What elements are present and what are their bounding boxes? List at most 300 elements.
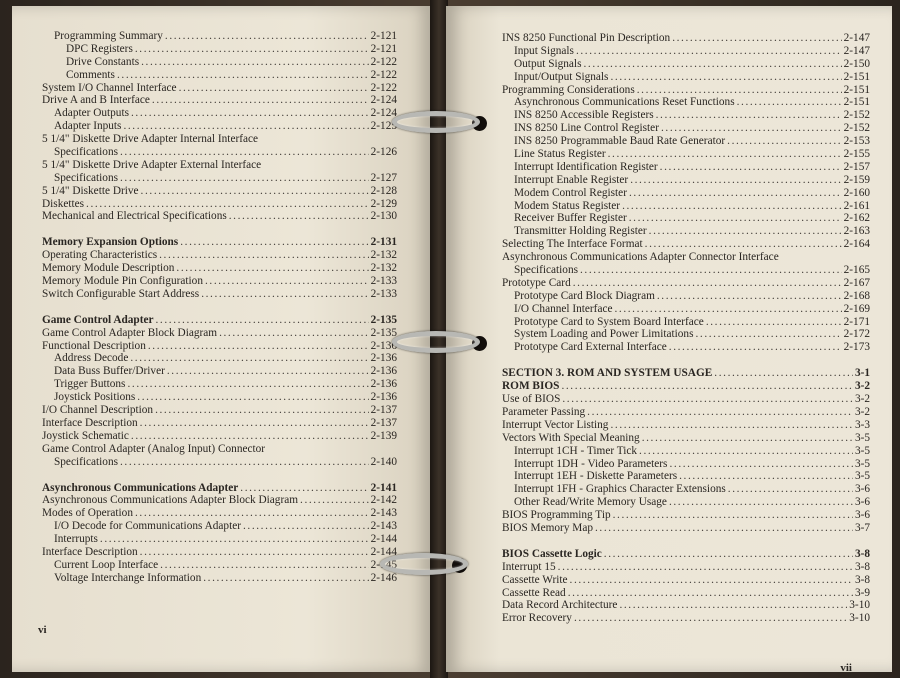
toc-entry-page: 2-125	[370, 120, 397, 133]
toc-dot-leader	[574, 612, 847, 625]
toc-entry-transmitter-holding-register	[502, 225, 870, 238]
toc-entry-title: SECTION 3. ROM AND SYSTEM USAGE	[502, 367, 713, 380]
toc-dot-leader	[135, 43, 369, 56]
toc-entry-system-loading-and-power-limitations	[502, 328, 870, 341]
toc-dot-leader	[180, 236, 368, 249]
toc-entry-page: 2-157	[843, 160, 870, 173]
toc-entry-page: 2-151	[843, 83, 870, 96]
toc-dot-leader	[630, 174, 841, 187]
toc-entry-title: I/O Channel Interface	[514, 302, 613, 315]
toc-dot-leader	[203, 572, 368, 585]
toc-entry-title: Asynchronous Communications Reset Functions	[514, 96, 735, 109]
toc-entry-page: 3-8	[854, 560, 870, 573]
toc-entry-title: Parameter Passing	[502, 405, 586, 418]
toc-entry-current-loop-interface	[42, 559, 397, 572]
toc-entry-bios-cassette-logic	[502, 548, 870, 561]
toc-dot-leader	[714, 367, 853, 380]
toc-entry-modem-control-register	[502, 187, 870, 200]
toc-entry-ins-8250-accessible-registers	[502, 109, 870, 122]
toc-entry-title: Voltage Interchange Information	[54, 571, 202, 584]
toc-entry-title: Game Control Adapter Block Diagram	[42, 326, 218, 339]
toc-entry-page: 2-136	[370, 378, 397, 391]
toc-entry-title: Output Signals	[514, 57, 582, 70]
toc-entry-title: Interrupt 1CH - Timer Tick	[514, 444, 638, 457]
toc-entry-title: Prototype Card	[502, 276, 571, 289]
toc-entry-5-1-4-diskette-drive-adapter-external-interface	[42, 159, 397, 172]
toc-entry-page: 3-8	[854, 573, 870, 586]
toc-entry-page: 2-153	[843, 135, 870, 148]
toc-entry-page: 2-133	[370, 287, 397, 300]
toc-entry-title: Drive Constants	[66, 55, 140, 68]
toc-entry-page: 2-132	[370, 262, 397, 275]
toc-entry-title: ROM BIOS	[502, 380, 560, 393]
toc-entry-title: INS 8250 Functional Pin Description	[502, 32, 671, 44]
toc-entry-vectors-with-special-meaning	[502, 432, 870, 445]
toc-entry-title: Diskettes	[42, 197, 85, 210]
toc-dot-leader	[669, 458, 852, 471]
toc-dot-leader	[645, 238, 842, 251]
toc-dot-leader	[240, 482, 368, 495]
toc-entry-title: INS 8250 Programmable Baud Rate Generator	[514, 135, 726, 148]
toc-entry-page: 2-172	[843, 328, 870, 341]
toc-dot-leader	[130, 352, 368, 365]
left-page-number: vi	[38, 624, 47, 636]
toc-entry-title: INS 8250 Line Control Register	[514, 122, 659, 135]
toc-dot-leader	[131, 430, 369, 443]
toc-entry-interrupt-vector-listing	[502, 419, 870, 432]
toc-entry-page: 2-132	[370, 249, 397, 262]
toc-dot-leader	[657, 290, 842, 303]
toc-entry-title: Trigger Buttons	[54, 378, 126, 391]
toc-dot-leader	[201, 288, 368, 301]
toc-entry-title: Cassette Read	[502, 586, 566, 599]
toc-dot-leader	[219, 327, 369, 340]
toc-entry-title: 5 1/4" Diskette Drive	[42, 184, 139, 197]
toc-dot-leader	[155, 404, 369, 417]
toc-dot-leader	[656, 109, 842, 122]
toc-entry-page: 3-5	[854, 470, 870, 483]
toc-entry-title: Memory Module Pin Configuration	[42, 275, 203, 288]
toc-entry-page: 3-7	[854, 521, 870, 534]
toc-entry-page: 2-147	[843, 44, 870, 57]
toc-dot-leader	[639, 445, 853, 458]
toc-entry-page: 2-141	[370, 481, 397, 494]
toc-entry-modem-status-register	[502, 200, 870, 213]
toc-entry-title: Data Record Architecture	[502, 599, 618, 612]
toc-entry-title: Interrupt Vector Listing	[502, 418, 609, 431]
binder-ring-top	[392, 111, 480, 133]
toc-entry-title: Input/Output Signals	[514, 70, 609, 83]
toc-dot-leader	[141, 185, 369, 198]
toc-entry-interrupt-1dh-video-parameters	[502, 458, 870, 471]
toc-entry-title: Prototype Card Block Diagram	[514, 289, 655, 302]
toc-entry-title: Line Status Register	[514, 148, 606, 161]
toc-entry-page: 2-171	[843, 315, 870, 328]
toc-entry-asynchronous-communications-reset-functions	[502, 96, 870, 109]
toc-dot-leader	[669, 496, 853, 509]
toc-entry-page: 2-160	[843, 186, 870, 199]
toc-entry-page: 2-129	[370, 197, 397, 210]
toc-entry-voltage-interchange-information	[42, 572, 397, 585]
toc-entry-title: Operating Characteristics	[42, 249, 158, 262]
toc-entry-page: 2-127	[370, 171, 397, 184]
toc-entry-page: 2-143	[370, 507, 397, 520]
toc-entry-title: Functional Description	[42, 339, 146, 352]
toc-dot-leader	[622, 200, 842, 213]
toc-entry-i-o-channel-interface	[502, 303, 870, 316]
toc-entry-title: Switch Configurable Start Address	[42, 287, 200, 300]
toc-dot-leader	[583, 58, 841, 71]
toc-entry-specifications	[42, 146, 397, 159]
toc-entry-title: System Loading and Power Limitations	[514, 328, 694, 341]
toc-entry-asynchronous-communications-adapter-block-diagram	[42, 494, 397, 507]
toc-dot-leader	[587, 406, 853, 419]
toc-dot-leader	[613, 509, 853, 522]
toc-dot-leader	[156, 314, 369, 327]
toc-entry-page: 2-122	[370, 55, 397, 68]
toc-entry-output-signals	[502, 58, 870, 71]
toc-entry-title: Specifications	[54, 171, 118, 184]
toc-entry-adapter-inputs	[42, 120, 397, 133]
toc-entry-cassette-read	[502, 587, 870, 600]
toc-entry-title: Current Loop Interface	[54, 558, 159, 571]
toc-entry-page: 3-2	[854, 405, 870, 418]
toc-entry-drive-constants	[42, 56, 397, 69]
toc-entry-page: 2-155	[843, 148, 870, 161]
toc-entry-input-signals	[502, 45, 870, 58]
toc-entry-interface-description	[42, 546, 397, 559]
toc-entry-title: Mechanical and Electrical Specifications	[42, 210, 227, 223]
toc-entry-title: Modem Control Register	[514, 186, 627, 199]
toc-entry-dpc-registers	[42, 43, 397, 56]
toc-entry-page: 2-136	[370, 339, 397, 352]
toc-entry-joystick-schematic	[42, 430, 397, 443]
toc-dot-leader	[159, 249, 369, 262]
toc-entry-modes-of-operation	[42, 507, 397, 520]
toc-dot-leader	[179, 82, 369, 95]
toc-entry-title: INS 8250 Accessible Registers	[514, 109, 654, 122]
toc-entry-memory-module-description	[42, 262, 397, 275]
toc-entry-programming-summary	[42, 30, 397, 43]
toc-dot-leader	[148, 340, 369, 353]
toc-entry-page: 2-152	[843, 109, 870, 122]
toc-entry-page: 2-161	[843, 199, 870, 212]
toc-entry-title: BIOS Memory Map	[502, 521, 593, 534]
toc-dot-leader	[243, 520, 369, 533]
left-page	[12, 6, 432, 672]
toc-dot-leader	[619, 599, 847, 612]
toc-dot-leader	[135, 507, 369, 520]
toc-entry-interrupt-15	[502, 561, 870, 574]
toc-entry-system-i-o-channel-interface	[42, 82, 397, 95]
toc-entry-page: 2-162	[843, 212, 870, 225]
toc-entry-page: 2-163	[843, 225, 870, 238]
toc-entry-trigger-buttons	[42, 378, 397, 391]
toc-entry-title: Asynchronous Communications Adapter Block Diagram	[42, 494, 299, 507]
toc-entry-title: Memory Module Description	[42, 262, 175, 275]
toc-entry-prototype-card	[502, 277, 870, 290]
toc-entry-title: Adapter Inputs	[54, 120, 122, 133]
toc-entry-game-control-adapter-block-diagram	[42, 327, 397, 340]
toc-entry-title: Game Control Adapter (Analog Input) Connector	[42, 442, 266, 455]
toc-entry-parameter-passing	[502, 406, 870, 419]
toc-dot-leader	[558, 561, 853, 574]
toc-entry-title: Specifications	[54, 455, 118, 468]
toc-entry-page: 2-136	[370, 391, 397, 404]
toc-dot-leader	[123, 120, 368, 133]
toc-entry-other-read-write-memory-usage	[502, 496, 870, 509]
toc-entry-page: 2-150	[843, 57, 870, 70]
toc-entry-page: 2-142	[370, 494, 397, 507]
toc-entry-operating-characteristics	[42, 249, 397, 262]
toc-entry-title: Other Read/Write Memory Usage	[514, 496, 667, 509]
toc-dot-leader	[205, 275, 369, 288]
toc-entry-title: Use of BIOS	[502, 393, 561, 406]
toc-entry-page: 2-131	[370, 236, 397, 249]
toc-dot-leader	[727, 135, 842, 148]
toc-entry-title: Error Recovery	[502, 612, 572, 625]
toc-entry-title: 5 1/4" Diskette Drive Adapter Internal Interface	[42, 133, 259, 146]
toc-dot-leader	[120, 146, 369, 159]
toc-entry-interface-description	[42, 417, 397, 430]
toc-entry-game-control-adapter	[42, 314, 397, 327]
toc-dot-leader	[610, 419, 852, 432]
toc-entry-page: 2-121	[370, 42, 397, 55]
toc-entry-data-record-architecture	[502, 599, 870, 612]
toc-dot-leader	[100, 533, 369, 546]
toc-entry-error-recovery	[502, 612, 870, 625]
toc-entry-page: 2-152	[843, 122, 870, 135]
toc-entry-specifications	[42, 456, 397, 469]
toc-entry-page: 2-159	[843, 173, 870, 186]
toc-entry-page: 3-6	[854, 483, 870, 496]
toc-dot-leader	[669, 341, 842, 354]
toc-entry-page: 3-9	[854, 586, 870, 599]
toc-dot-leader	[167, 365, 369, 378]
toc-entry-title: Interrupts	[54, 533, 98, 546]
toc-entry-page: 2-122	[370, 81, 397, 94]
toc-entry-page: 2-124	[370, 107, 397, 120]
toc-entry-page: 3-1	[854, 367, 870, 380]
toc-entry-title: Programming Summary	[54, 30, 163, 42]
toc-entry-page: 2-169	[843, 302, 870, 315]
toc-entry-page: 3-5	[854, 431, 870, 444]
toc-entry-title: Asynchronous Communications Adapter	[42, 481, 239, 494]
toc-entry-page: 3-5	[854, 444, 870, 457]
toc-entry-title: I/O Decode for Communications Adapter	[54, 520, 241, 533]
toc-entry-interrupt-identification-register	[502, 161, 870, 174]
toc-dot-leader	[120, 172, 369, 185]
toc-dot-leader	[614, 303, 841, 316]
toc-entry-title: Receiver Buffer Register	[514, 212, 627, 225]
toc-entry-use-of-bios	[502, 393, 870, 406]
toc-entry-specifications	[502, 264, 870, 277]
toc-entry-prototype-card-to-system-board-interface	[502, 316, 870, 329]
toc-dot-leader	[595, 522, 853, 535]
toc-entry-receiver-buffer-register	[502, 212, 870, 225]
toc-entry-title: Transmitter Holding Register	[514, 225, 647, 238]
toc-entry-title: Drive A and B Interface	[42, 94, 150, 107]
toc-entry-title: Vectors With Special Meaning	[502, 431, 640, 444]
toc-entry-bios-memory-map	[502, 522, 870, 535]
toc-dot-leader	[141, 56, 369, 69]
toc-entry-title: Asynchronous Communications Adapter Connector Interface	[502, 251, 779, 264]
toc-entry-asynchronous-communications-adapter-connector-interface	[502, 251, 870, 264]
toc-dot-leader	[629, 212, 842, 225]
toc-entry-page: 2-164	[843, 238, 870, 251]
toc-entry-interrupts	[42, 533, 397, 546]
toc-entry-title: Game Control Adapter	[42, 313, 154, 326]
toc-entry-title: Data Buss Buffer/Driver	[54, 365, 165, 378]
toc-entry-title: Input Signals	[514, 44, 574, 57]
toc-entry-title: Interrupt 1FH - Graphics Character Extensions	[514, 483, 726, 496]
toc-entry-title: I/O Channel Description	[42, 404, 154, 417]
toc-entry-interrupt-1eh-diskette-parameters	[502, 470, 870, 483]
toc-entry-title: Selecting The Interface Format	[502, 238, 643, 251]
toc-entry-page: 2-139	[370, 429, 397, 442]
toc-entry-title: Interrupt Enable Register	[514, 173, 629, 186]
toc-entry-section-3-rom-and-system-usage	[502, 367, 870, 380]
toc-entry-page: 3-6	[854, 509, 870, 522]
toc-entry-memory-module-pin-configuration	[42, 275, 397, 288]
toc-entry-interrupt-1ch-timer-tick	[502, 445, 870, 458]
toc-dot-leader	[629, 187, 842, 200]
toc-entry-title: Cassette Write	[502, 573, 568, 586]
toc-entry-page: 2-151	[843, 70, 870, 83]
toc-entry-page: 2-147	[843, 32, 870, 44]
toc-dot-leader	[165, 30, 369, 43]
toc-entry-title: Interrupt Identification Register	[514, 160, 658, 173]
toc-entry-title: Memory Expansion Options	[42, 236, 179, 249]
toc-entry-title: BIOS Programming Tip	[502, 509, 611, 522]
toc-entry-title: BIOS Cassette Logic	[502, 547, 602, 560]
toc-dot-leader	[679, 470, 853, 483]
toc-entry-page: 2-167	[843, 276, 870, 289]
toc-entry-title: Programming Considerations	[502, 83, 635, 96]
toc-entry-rom-bios	[502, 380, 870, 393]
toc-entry-interrupt-enable-register	[502, 174, 870, 187]
toc-dot-leader	[737, 96, 842, 109]
toc-entry-title: Joystick Positions	[54, 391, 136, 404]
toc-entry-page: 2-126	[370, 146, 397, 159]
toc-entry-comments	[42, 69, 397, 82]
toc-dot-leader	[561, 380, 853, 393]
toc-entry-prototype-card-block-diagram	[502, 290, 870, 303]
toc-entry-title: Modem Status Register	[514, 199, 621, 212]
toc-entry-page: 2-143	[370, 520, 397, 533]
toc-dot-leader	[229, 210, 369, 223]
toc-entry-page: 3-5	[854, 457, 870, 470]
toc-dot-leader	[608, 148, 842, 161]
toc-entry-joystick-positions	[42, 391, 397, 404]
toc-entry-page: 2-144	[370, 545, 397, 558]
toc-dot-leader	[660, 161, 842, 174]
toc-entry-switch-configurable-start-address	[42, 288, 397, 301]
right-toc-list	[502, 32, 870, 625]
toc-entry-title: 5 1/4" Diskette Drive Adapter External Interface	[42, 158, 262, 171]
toc-dot-leader	[610, 71, 841, 84]
toc-dot-leader	[580, 264, 842, 277]
toc-entry-bios-programming-tip	[502, 509, 870, 522]
binder-ring-bottom	[380, 553, 468, 575]
toc-dot-leader	[86, 198, 369, 211]
toc-entry-functional-description	[42, 340, 397, 353]
toc-entry-page: 3-8	[854, 547, 870, 560]
toc-dot-leader	[706, 316, 842, 329]
toc-entry-title: Interface Description	[42, 545, 138, 558]
toc-dot-leader	[695, 328, 841, 341]
toc-entry-page: 3-6	[854, 496, 870, 509]
toc-entry-memory-expansion-options	[42, 236, 397, 249]
toc-entry-selecting-the-interface-format	[502, 238, 870, 251]
toc-dot-leader	[573, 277, 842, 290]
toc-entry-title: DPC Registers	[66, 42, 133, 55]
toc-entry-page: 2-136	[370, 365, 397, 378]
toc-entry-prototype-card-external-interface	[502, 341, 870, 354]
toc-entry-i-o-decode-for-communications-adapter	[42, 520, 397, 533]
toc-entry-ins-8250-functional-pin-description	[502, 32, 870, 45]
toc-entry-page: 2-135	[370, 313, 397, 326]
toc-entry-title: Specifications	[54, 146, 118, 159]
toc-entry-title: Modes of Operation	[42, 507, 133, 520]
toc-entry-page: 3-2	[854, 380, 870, 393]
toc-entry-title: Adapter Outputs	[54, 107, 129, 120]
toc-entry-ins-8250-programmable-baud-rate-generator	[502, 135, 870, 148]
toc-dot-leader	[661, 122, 842, 135]
toc-entry-data-buss-buffer-driver	[42, 365, 397, 378]
toc-dot-leader	[176, 262, 368, 275]
toc-dot-leader	[152, 94, 369, 107]
toc-dot-leader	[672, 32, 841, 45]
toc-entry-i-o-channel-description	[42, 404, 397, 417]
toc-entry-page: 2-135	[370, 326, 397, 339]
left-toc-list	[42, 30, 397, 585]
toc-entry-page: 2-121	[370, 30, 397, 42]
toc-entry-line-status-register	[502, 148, 870, 161]
toc-dot-leader	[568, 587, 853, 600]
toc-entry-adapter-outputs	[42, 107, 397, 120]
toc-entry-cassette-write	[502, 574, 870, 587]
toc-entry-page: 2-137	[370, 416, 397, 429]
toc-entry-title: Joystick Schematic	[42, 429, 129, 442]
toc-entry-page: 2-124	[370, 94, 397, 107]
toc-entry-page: 2-130	[370, 210, 397, 223]
toc-dot-leader	[637, 84, 842, 97]
toc-entry-5-1-4-diskette-drive	[42, 185, 397, 198]
toc-entry-title: Specifications	[514, 264, 578, 277]
toc-entry-title: Interface Description	[42, 416, 138, 429]
toc-dot-leader	[140, 417, 369, 430]
toc-dot-leader	[576, 45, 842, 58]
right-page	[446, 6, 892, 672]
toc-entry-game-control-adapter-analog-input-connector	[42, 443, 397, 456]
toc-entry-asynchronous-communications-adapter	[42, 482, 397, 495]
toc-entry-title: Prototype Card to System Board Interface	[514, 315, 704, 328]
toc-dot-leader	[562, 393, 853, 406]
toc-dot-leader	[728, 483, 853, 496]
toc-entry-title: System I/O Channel Interface	[42, 81, 177, 94]
right-page-number: vii	[840, 662, 852, 672]
toc-dot-leader	[604, 548, 853, 561]
binder-ring-middle	[392, 331, 480, 353]
toc-entry-page: 2-168	[843, 289, 870, 302]
toc-entry-page: 2-140	[370, 455, 397, 468]
toc-entry-title: Prototype Card External Interface	[514, 341, 667, 354]
toc-entry-ins-8250-line-control-register	[502, 122, 870, 135]
toc-entry-input-output-signals	[502, 71, 870, 84]
toc-entry-5-1-4-diskette-drive-adapter-internal-interface	[42, 133, 397, 146]
toc-entry-page: 3-10	[849, 599, 870, 612]
